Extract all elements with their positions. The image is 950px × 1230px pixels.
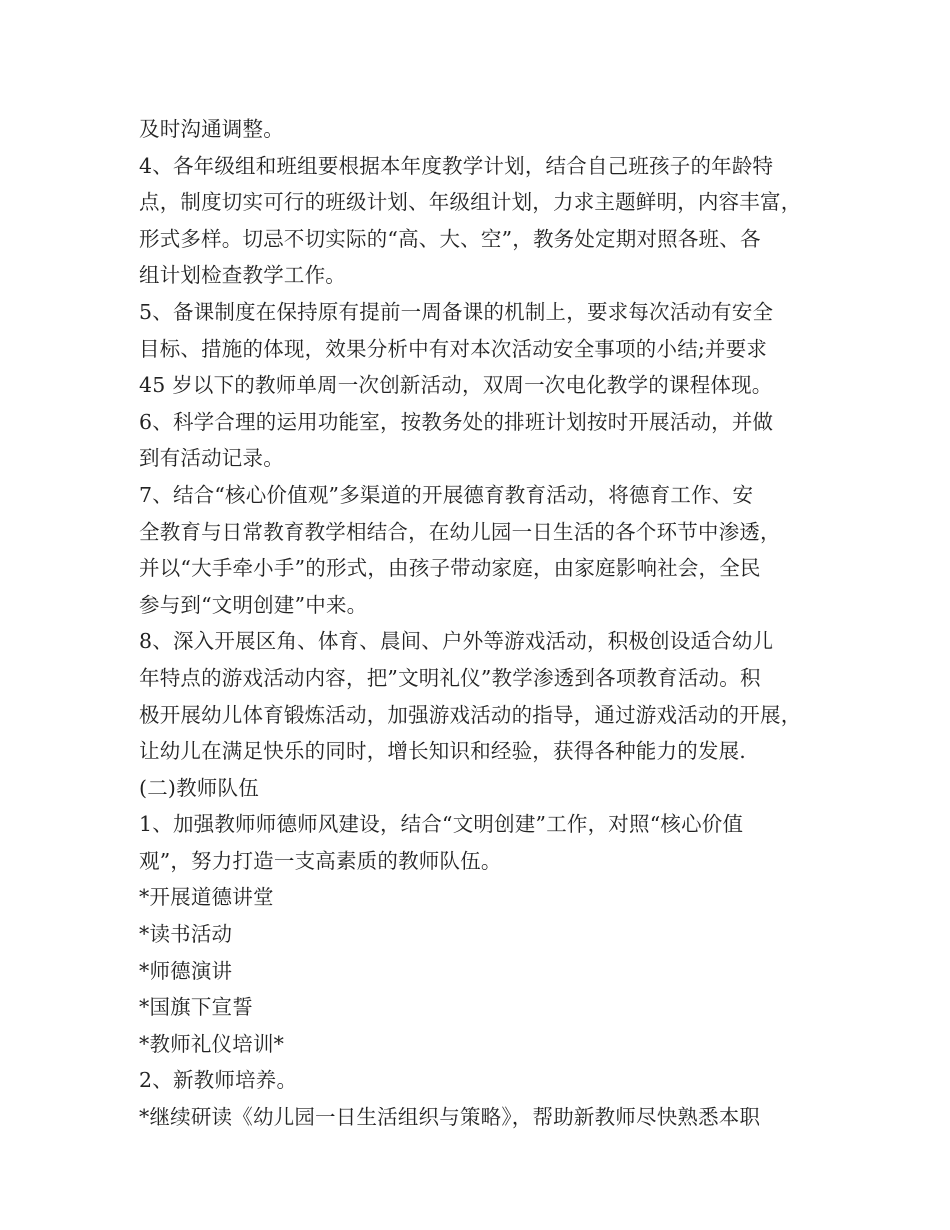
text-line: 6、科学合理的运用功能室，按教务处的排班计划按时开展活动，并做 [139,409,774,434]
bullet-item: *开展道德讲堂 [139,885,274,910]
bullet-item: *教师礼仪培训* [139,1031,285,1056]
text-line: 45 岁以下的教师单周一次创新活动，双周一次电化教学的课程体现。 [139,373,773,398]
text-line: 5、备课制度在保持原有提前一周备课的机制上，要求每次活动有安全 [139,299,774,324]
bullet-item: *师德演讲 [139,958,233,983]
text-line: 及时沟通调整。 [139,117,284,141]
bullet-item: *国旗下宣誓 [139,995,253,1020]
text-line: 组计划检查教学工作。 [139,263,346,288]
text-line: 并以“大手牵小手”的形式，由孩子带动家庭，由家庭影响社会，全民 [139,556,761,581]
text-line: 目标、措施的体现，效果分析中有对本次活动安全事项的小结;并要求 [139,336,768,361]
section-heading: (二)教师队伍 [139,775,259,800]
text-line: 到有活动记录。 [139,446,284,471]
text-line: 让幼儿在满足快乐的同时，增长知识和经验，获得各种能力的发展. [139,739,747,764]
text-line: 观”，努力打造一支高素质的教师队伍。 [139,848,502,873]
document-body [139,111,829,1136]
text-line: 年特点的游戏活动内容，把”文明礼仪”教学渗透到各项教育活动。积 [139,665,761,690]
text-line: 8、深入开展区角、体育、晨间、户外等游戏活动，积极创设适合幼儿 [139,629,774,654]
text-line: 4、各年级组和班组要根据本年度教学计划，结合自己班孩子的年龄特 [139,153,774,178]
text-line: 点，制度切实可行的班级计划、年级组计划，力求主题鲜明，内容丰富， [139,190,802,215]
text-line: 1、加强教师师德师风建设，结合“文明创建”工作，对照“核心价值 [139,812,744,837]
text-line: 形式多样。切忌不切实际的“高、大、空”，教务处定期对照各班、各 [139,226,761,251]
bullet-item: *继续研读《幼儿园一日生活组织与策略》，帮助新教师尽快熟悉本职 [139,1105,761,1130]
text-line: 全教育与日常教育教学相结合，在幼儿园一日生活的各个环节中渗透， [139,519,781,544]
bullet-item: *读书活动 [139,922,233,947]
text-line: 极开展幼儿体育锻炼活动，加强游戏活动的指导，通过游戏活动的开展， [139,702,802,727]
text-line: 7、结合“核心价值观”多渠道的开展德育教育活动，将德育工作、安 [139,482,754,507]
text-line: 参与到“文明创建”中来。 [139,592,368,617]
text-line: 2、新教师培养。 [139,1068,298,1093]
